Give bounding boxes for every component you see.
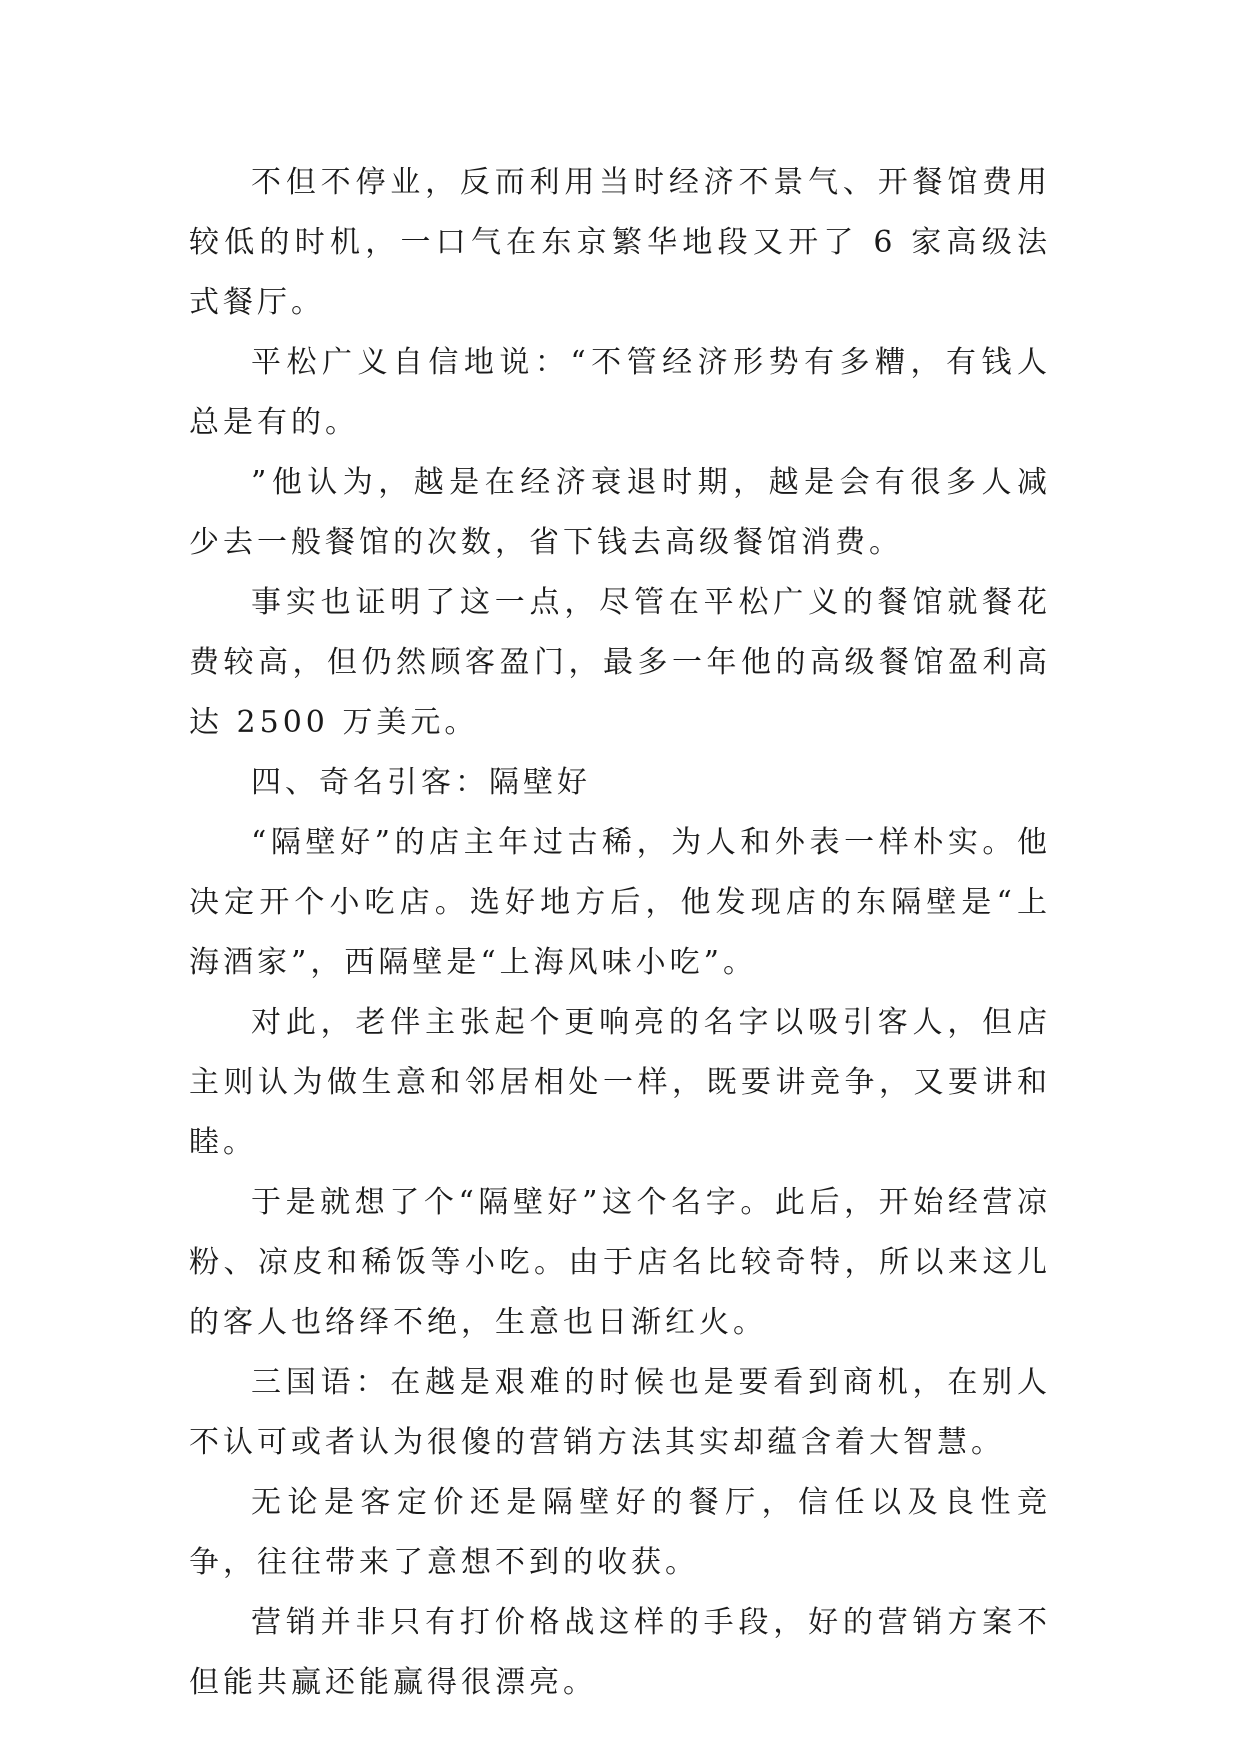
paragraph-7: 于是就想了个“隔壁好”这个名字。此后，开始经营凉粉、凉皮和稀饭等小吃。由于店名比较奇特，所以来这儿的客人也络绎不绝，生意也日渐红火。 xyxy=(189,1185,1051,1340)
paragraph-2: 平松广义自信地说：“不管经济形势有多糟，有钱人总是有的。 xyxy=(189,345,1051,440)
paragraph-1: 不但不停业，反而利用当时经济不景气、开餐馆费用较低的时机，一口气在东京繁华地段又开了 6 家高级法式餐厅。 xyxy=(189,165,1051,320)
paragraph-10: 营销并非只有打价格战这样的手段，好的营销方案不但能共赢还能赢得很漂亮。 xyxy=(189,1605,1051,1700)
paragraph-5: “隔壁好”的店主年过古稀，为人和外表一样朴实。他决定开个小吃店。选好地方后，他发现店的东隔壁是“上海酒家”，西隔壁是“上海风味小吃”。 xyxy=(189,825,1051,980)
section-heading: 四、奇名引客：隔壁好 xyxy=(251,765,591,800)
paragraph-4: 事实也证明了这一点，尽管在平松广义的餐馆就餐花费较高，但仍然顾客盈门，最多一年他的高级餐馆盈利高达 2500 万美元。 xyxy=(189,585,1051,740)
document-body xyxy=(189,153,1051,1713)
paragraph-6: 对此，老伴主张起个更响亮的名字以吸引客人，但店主则认为做生意和邻居相处一样，既要讲竞争，又要讲和睦。 xyxy=(189,1005,1051,1160)
paragraph-8: 三国语：在越是艰难的时候也是要看到商机，在别人不认可或者认为很傻的营销方法其实却蕴含着大智慧。 xyxy=(189,1365,1051,1460)
paragraph-3: ”他认为，越是在经济衰退时期，越是会有很多人减少去一般餐馆的次数，省下钱去高级餐馆消费。 xyxy=(189,465,1051,560)
paragraph-9: 无论是客定价还是隔壁好的餐厅，信任以及良性竞争，往往带来了意想不到的收获。 xyxy=(189,1485,1051,1580)
